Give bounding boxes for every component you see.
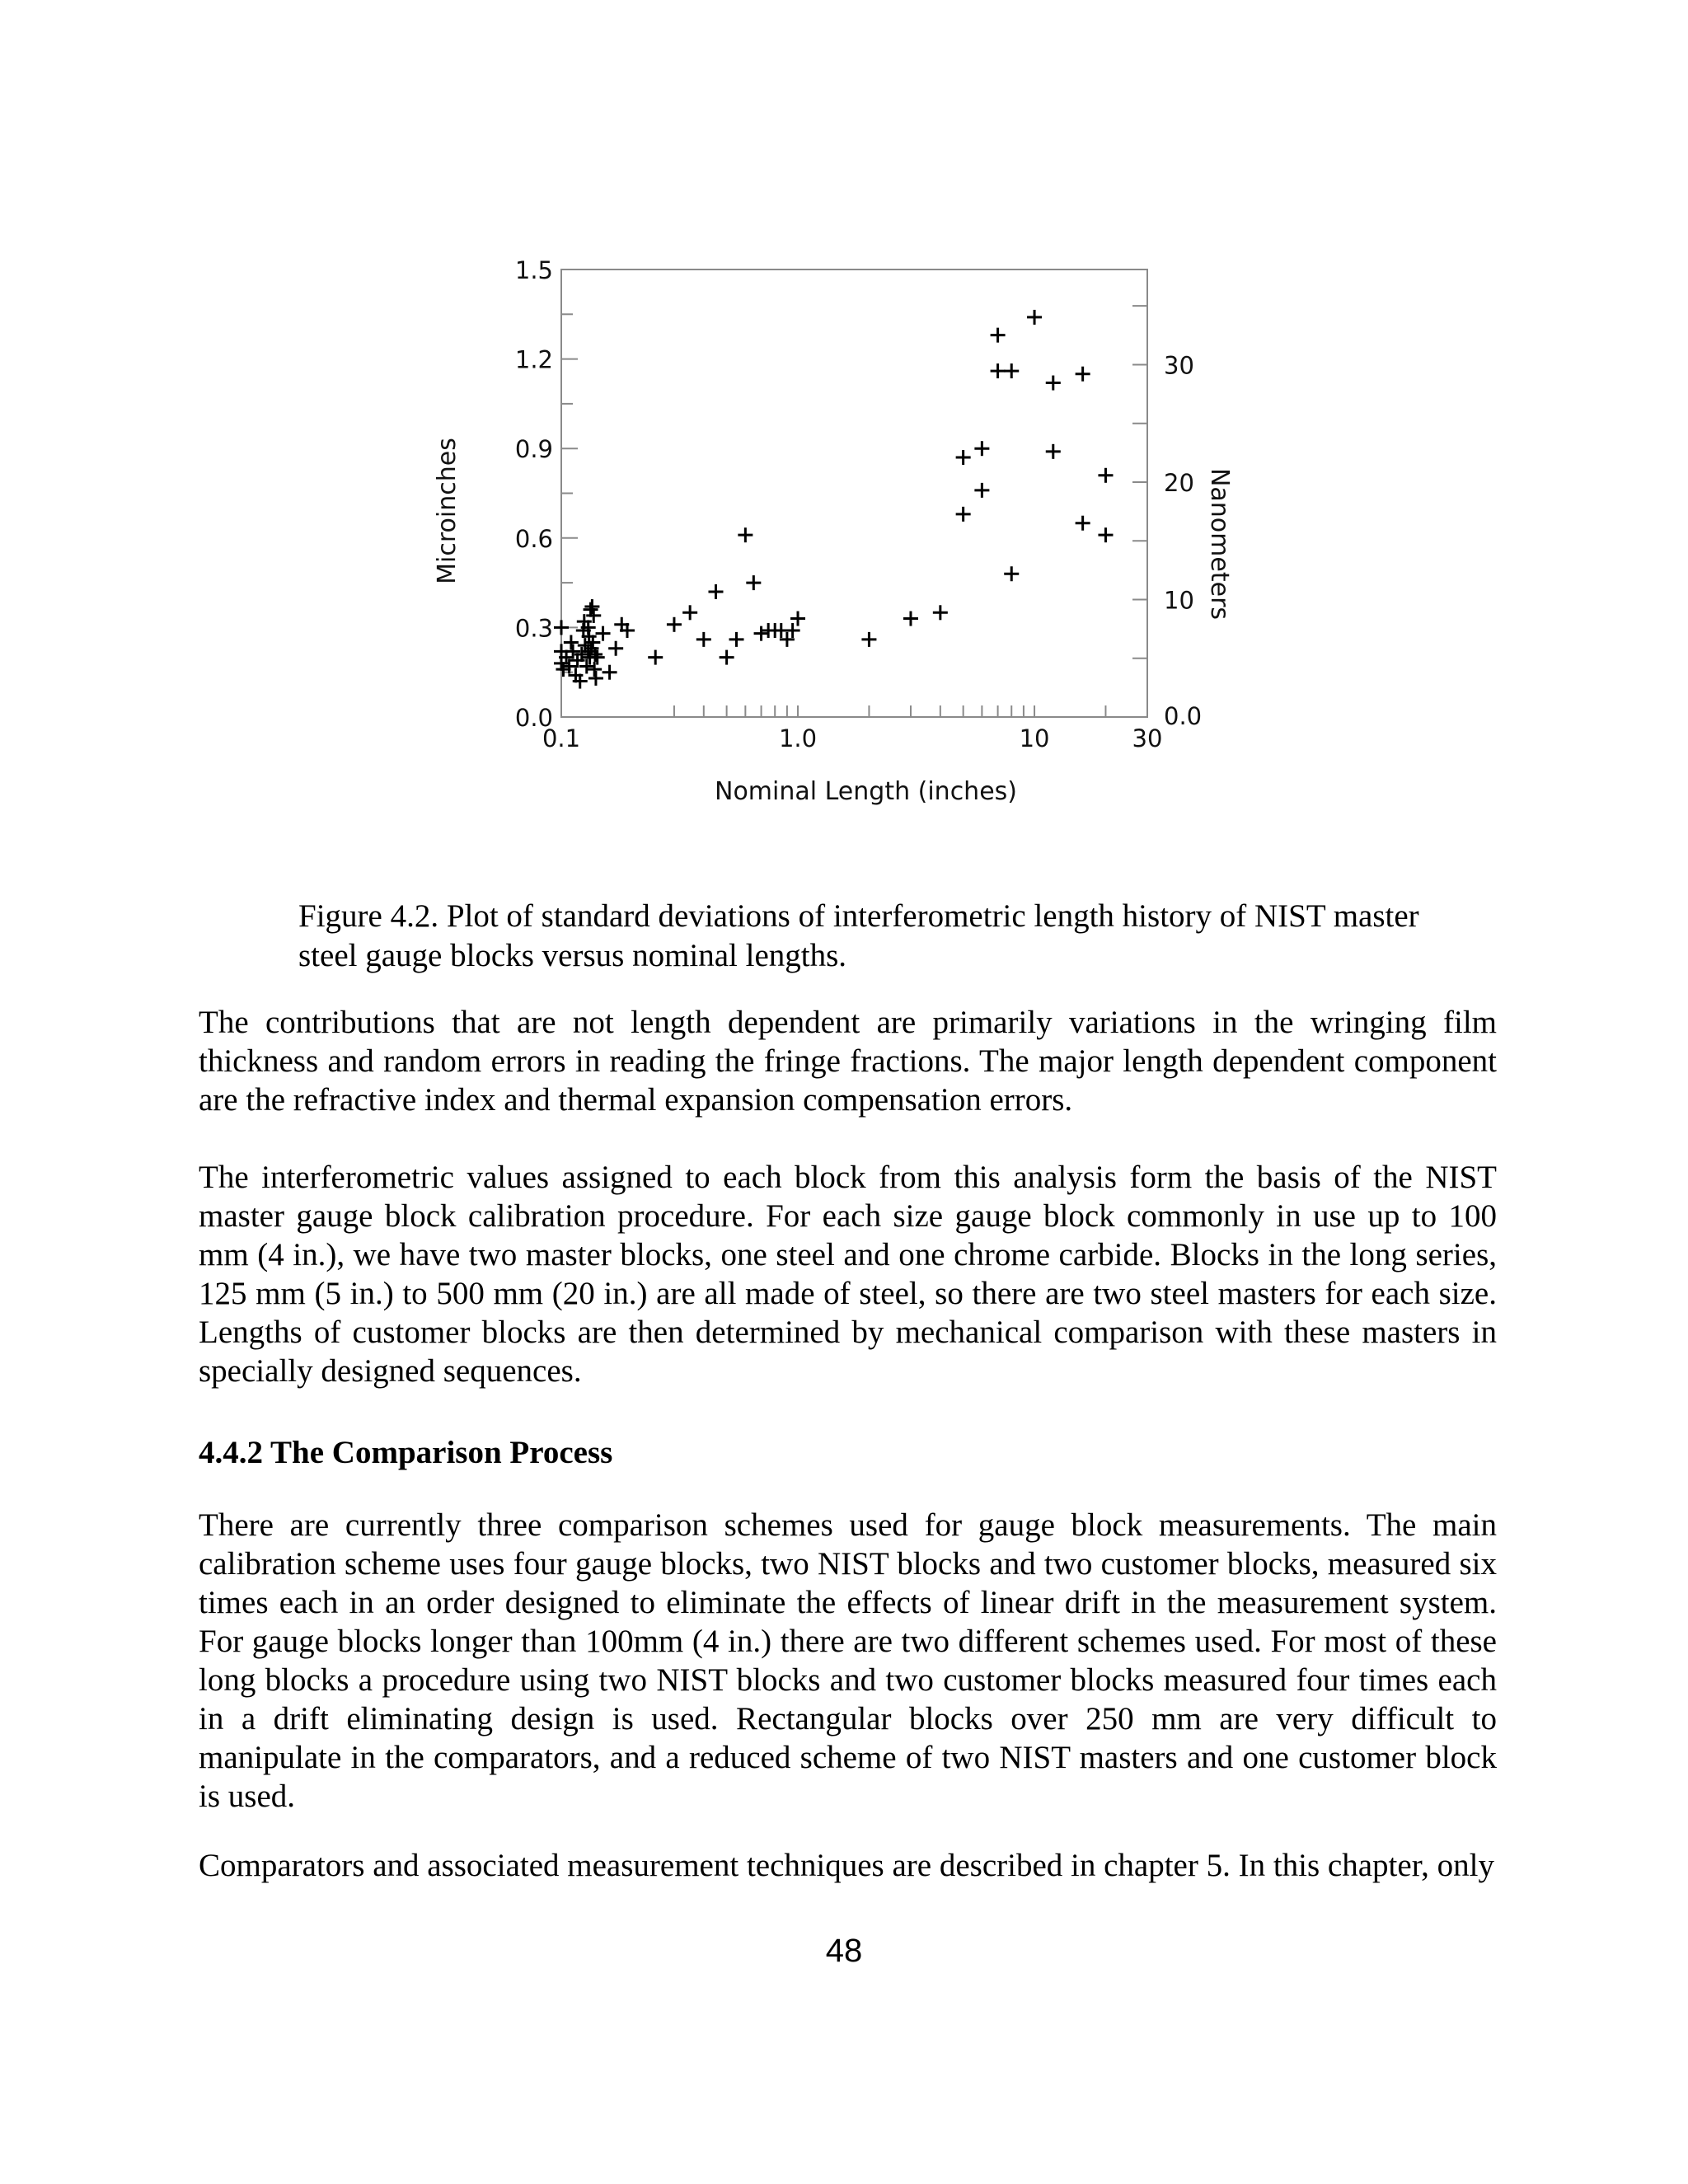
paragraph-interferometric-values: The interferometric values assigned to each block from this analysis form the basis of the NIST master gauge block calibration procedure. For each size gauge block commonly in use up to 100 mm (4 in.), we have two master blocks, one steel and one chrome carbide. Blocks in the long series, 125 mm (5 in.) to 500 mm (20 in.) are all made of steel, so there are two steel masters for each size. Lengths of customer blocks are then determined by mechanical comparison with these masters in specially designed sequences.: [199, 1160, 1497, 1389]
data-point-marker: [584, 599, 599, 614]
x-tick-label: 10: [1019, 724, 1050, 752]
data-point-marker: [956, 450, 971, 465]
y-tick-label: 0.3: [514, 614, 553, 643]
section-heading: 4.4.2 The Comparison Process: [199, 1435, 613, 1470]
plot-frame: [561, 269, 1147, 717]
data-point-marker: [667, 617, 682, 632]
y-tick-label: 0.9: [514, 435, 553, 464]
x-tick-label: 1.0: [778, 724, 818, 752]
data-point-marker: [608, 641, 623, 656]
y-tick-label: 1.5: [514, 256, 553, 284]
chart-axes: [561, 269, 1147, 717]
data-point-marker: [1046, 444, 1061, 459]
data-point-marker: [738, 527, 753, 542]
data-point-marker: [603, 665, 617, 680]
data-point-marker: [1046, 376, 1061, 391]
x-tick-label: 0.1: [542, 724, 581, 752]
y2-tick-label: 0.0: [1164, 702, 1203, 730]
data-point-marker: [1027, 310, 1042, 325]
y-tick-label: 0.0: [514, 704, 553, 732]
data-point-marker: [1098, 468, 1113, 483]
data-point-marker: [861, 632, 876, 647]
data-point-marker: [991, 328, 1006, 343]
figure-caption: Figure 4.2. Plot of standard deviations of interferometric length history of NIST master steel gauge blocks versus nominal lengths.: [298, 898, 1419, 973]
chart-points: [554, 310, 1113, 689]
data-point-marker: [682, 605, 697, 620]
data-point-marker: [1004, 566, 1019, 581]
data-point-marker: [903, 612, 918, 626]
paragraph-comparators: Comparators and associated measurement techniques are described in chapter 5. In this chapter, only: [199, 1848, 1494, 1883]
y-tick-label: 1.2: [514, 345, 553, 374]
data-point-marker: [991, 363, 1006, 378]
y-axis-title: Microinches: [433, 438, 462, 584]
y2-axis-title: Nanometers: [1205, 467, 1234, 621]
x-axis-title: Nominal Length (inches): [715, 777, 1017, 806]
data-point-marker: [696, 632, 711, 647]
data-point-marker: [974, 441, 989, 456]
data-point-marker: [754, 626, 769, 641]
data-point-marker: [1098, 527, 1113, 542]
data-point-marker: [729, 632, 744, 647]
data-point-marker: [708, 584, 723, 599]
page-number: 48: [825, 1933, 863, 1969]
data-point-marker: [933, 605, 948, 620]
data-point-marker: [648, 650, 663, 665]
paragraph-comparison-schemes: There are currently three comparison schemes used for gauge block measurements. The main calibration scheme uses four gauge blocks, two NIST blocks and two customer blocks, measured six times each in an order designed to eliminate the effects of linear drift in the measurement system. For gauge blocks longer than 100mm (4 in.) there are two different schemes used. For most of these long blocks a procedure using two NIST blocks and two customer blocks measured four times each in a drift eliminating design is used. Rectangular blocks over 250 mm are very difficult to manipulate in the comparators, and a reduced scheme of two NIST masters and one customer block is used.: [199, 1507, 1497, 1814]
paragraph-length-contributions: The contributions that are not length dependent are primarily variations in the wringing film thickness and random errors in reading the fringe fractions. The major length dependent component are the refractive index and thermal expansion compensation errors.: [199, 1005, 1497, 1118]
data-point-marker: [746, 575, 761, 590]
data-point-marker: [1076, 516, 1090, 531]
y-tick-label: 0.6: [514, 524, 553, 553]
data-point-marker: [956, 507, 971, 522]
data-point-marker: [974, 483, 989, 498]
scatter-chart: [0, 0, 1688, 828]
data-point-marker: [596, 626, 611, 641]
x-tick-label: 30: [1132, 724, 1163, 752]
data-point-marker: [588, 671, 603, 686]
data-point-marker: [720, 650, 734, 665]
chart-canvas: [0, 0, 1688, 824]
data-point-marker: [554, 620, 569, 635]
y2-tick-label: 20: [1164, 468, 1194, 497]
y2-tick-label: 30: [1164, 351, 1194, 380]
data-point-marker: [564, 635, 579, 650]
chart-labels: [433, 256, 1234, 806]
y2-tick-label: 10: [1164, 586, 1194, 615]
data-point-marker: [1076, 367, 1090, 382]
data-point-marker: [1004, 363, 1019, 378]
